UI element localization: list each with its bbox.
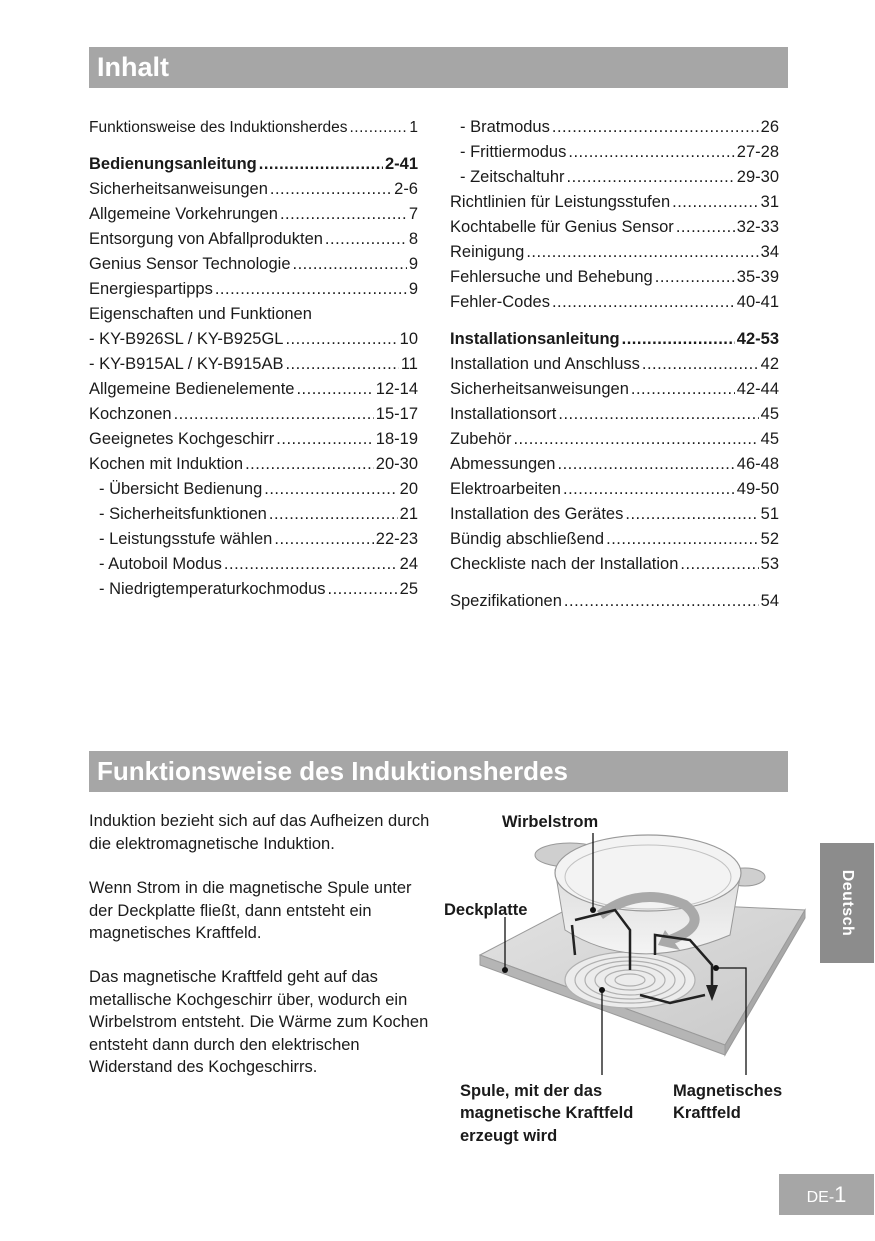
toc-entry-page: 8: [408, 230, 418, 248]
toc-dot-leader: [285, 327, 397, 352]
label-field-line2: Kraftfeld: [673, 1104, 741, 1122]
toc-entry-page: 35-39: [736, 268, 779, 286]
toc-entry-label: Allgemeine Vorkehrungen: [89, 205, 278, 223]
toc-entry-label: Bündig abschließend: [450, 530, 605, 548]
toc-entry-label: Installationsanleitung: [450, 330, 620, 348]
toc-entry: [89, 452, 418, 477]
toc-entry-label: - Niedrigtemperaturkochmodus: [99, 580, 326, 598]
label-eddy-current: Wirbelstrom: [502, 813, 599, 831]
toc-entry-label: Allgemeine Bedienelemente: [89, 380, 295, 398]
toc-entry-label: Funktionsweise des Induktionsherdes: [89, 119, 348, 136]
toc-entry: [450, 589, 779, 614]
toc-entry-page: 2-6: [394, 180, 418, 198]
toc-entry-page: 40-41: [736, 293, 779, 311]
toc-entry-label: - Leistungsstufe wählen: [99, 530, 273, 548]
toc-entry-page: 1: [409, 119, 418, 136]
toc-dot-leader: [285, 352, 398, 377]
toc-entry: [89, 302, 418, 327]
toc-entry-label: Spezifikationen: [450, 592, 562, 610]
toc-entry-label: Bedienungsanleitung: [89, 155, 257, 173]
toc-entry-page: 49-50: [736, 480, 779, 498]
toc-entry-page: 34: [760, 243, 779, 261]
toc-dot-leader: [563, 477, 735, 502]
toc-dot-leader: [680, 552, 758, 577]
page-number-prefix: DE-: [806, 1189, 835, 1206]
toc-dot-leader: [672, 190, 759, 215]
toc-entry-page: 9: [408, 255, 418, 273]
toc-entry: [450, 140, 779, 165]
toc-entry: [89, 477, 418, 502]
toc-entry-page: 27-28: [736, 143, 779, 161]
toc-dot-leader: [280, 202, 407, 227]
toc-entry: [450, 402, 779, 427]
toc-entry-page: 53: [760, 555, 779, 573]
toc-entry-label: Richtlinien für Leistungsstufen: [450, 193, 671, 211]
toc-entry: [450, 502, 779, 527]
toc-entry-label: - Bratmodus: [460, 118, 550, 136]
toc-entry-label: Geeignetes Kochgeschirr: [89, 430, 275, 448]
toc-entry-label: Abmessungen: [450, 455, 556, 473]
toc-entry-page: 11: [400, 355, 418, 373]
toc-dot-leader: [642, 352, 759, 377]
toc-entry: [89, 402, 418, 427]
toc-entry-label: Entsorgung von Abfallprodukten: [89, 230, 323, 248]
label-cover-plate: Deckplatte: [444, 901, 528, 919]
toc-entry-label: - Frittiermodus: [460, 143, 567, 161]
toc-dot-leader: [274, 527, 373, 552]
toc-entry: [89, 327, 418, 352]
label-coil-line2: magnetische Kraftfeld: [460, 1104, 634, 1122]
toc-entry: [450, 115, 779, 140]
toc-entry-page: 20-30: [375, 455, 418, 473]
label-coil-line3: erzeugt wird: [460, 1127, 558, 1145]
toc-entry-label: Reinigung: [450, 243, 525, 261]
toc-entry-page: 54: [760, 592, 779, 610]
toc-entry: [89, 227, 418, 252]
toc-entry: [450, 215, 779, 240]
toc-entry-page: 12-14: [375, 380, 418, 398]
toc-dot-leader: [276, 427, 374, 452]
toc-dot-leader: [513, 427, 758, 452]
toc-dot-leader: [328, 577, 398, 602]
toc-entry-label: - Zeitschaltuhr: [460, 168, 565, 186]
toc-entry-page: 9: [408, 280, 418, 298]
toc-entry-label: - Sicherheitsfunktionen: [99, 505, 267, 523]
toc-entry: [89, 502, 418, 527]
toc-entry: [89, 152, 418, 177]
plate-marker-dot: [502, 967, 508, 973]
toc-entry-label: Sicherheitsanweisungen: [450, 380, 629, 398]
toc-entry-label: - KY-B926SL / KY-B925GL: [89, 330, 284, 348]
toc-entry-label: Fehlersuche und Behebung: [450, 268, 653, 286]
toc-dot-leader: [215, 277, 407, 302]
page-number-value: 1: [834, 1182, 847, 1207]
toc-entry-page: 25: [399, 580, 418, 598]
toc-entry-page: 51: [760, 505, 779, 523]
toc-entry-page: 10: [399, 330, 418, 348]
toc-entry-page: 15-17: [375, 405, 418, 423]
coil-marker-dot: [599, 987, 605, 993]
toc-entry-label: Checkliste nach der Installation: [450, 555, 679, 573]
toc-entry: [89, 252, 418, 277]
toc-entry: [450, 327, 779, 352]
toc-dot-leader: [625, 502, 758, 527]
toc-dot-leader: [224, 552, 398, 577]
toc-entry-page: 24: [399, 555, 418, 573]
toc-dot-leader: [568, 140, 734, 165]
toc-entry: [89, 277, 418, 302]
toc-entry: [89, 202, 418, 227]
toc-entry: [450, 290, 779, 315]
toc-entry: [450, 165, 779, 190]
toc-dot-leader: [270, 177, 392, 202]
toc-entry-label: Kochtabelle für Genius Sensor: [450, 218, 674, 236]
toc-entry: [450, 377, 779, 402]
toc-entry-label: Zubehör: [450, 430, 512, 448]
toc-dot-leader: [631, 377, 735, 402]
function-heading: Funktionsweise des Induktionsherdes: [89, 751, 788, 792]
toc-entry-label: Kochen mit Induktion: [89, 455, 244, 473]
paragraph-induction-intro: Induktion bezieht sich auf das Aufheizen durch die elektromagnetische Induktion.: [89, 812, 430, 853]
toc-dot-leader: [558, 402, 758, 427]
toc-entry-page: 7: [408, 205, 418, 223]
toc-entry-label: Installation und Anschluss: [450, 355, 640, 373]
toc-entry-page: 21: [399, 505, 418, 523]
toc-entry-label: Genius Sensor Technologie: [89, 255, 291, 273]
toc-dot-leader: [174, 402, 374, 427]
toc-entry: [89, 552, 418, 577]
toc-entry-label: Installation des Gerätes: [450, 505, 624, 523]
label-field-line1: Magnetisches: [673, 1082, 783, 1100]
toc-entry-page: 20: [399, 480, 418, 498]
toc-entry-label: Sicherheitsanweisungen: [89, 180, 268, 198]
toc-entry: [89, 527, 418, 552]
paragraph-eddy-current: Das magnetische Kraftfeld geht auf das metallische Kochgeschirr über, wodurch ein Wirbelstrom entsteht. Die Wärme zum Kochen entsteht dann durch den elektrischen Widerstand des Kochgeschirrs.: [89, 968, 429, 1076]
toc-entry: [89, 577, 418, 602]
toc-entry-page: 22-23: [375, 530, 418, 548]
toc-entry-page: 45: [760, 430, 779, 448]
page-number: [779, 1174, 874, 1215]
toc-entry: [89, 115, 418, 140]
toc-entry-label: Eigenschaften und Funktionen: [89, 305, 312, 323]
toc-right-column: [450, 115, 779, 614]
toc-dot-leader: [325, 227, 407, 252]
toc-entry: [450, 352, 779, 377]
toc-entry: [450, 427, 779, 452]
toc-dot-leader: [259, 152, 383, 177]
toc-dot-leader: [526, 240, 758, 265]
toc-entry-page: 2-41: [384, 155, 418, 173]
label-coil-line1: Spule, mit der das: [460, 1082, 603, 1100]
toc-entry-page: 45: [760, 405, 779, 423]
toc-dot-leader: [296, 377, 373, 402]
toc-entry-page: 26: [760, 118, 779, 136]
toc-entry-label: - Übersicht Bedienung: [99, 480, 263, 498]
language-tab-label: Deutsch: [839, 869, 856, 937]
toc-entry-page: 52: [760, 530, 779, 548]
toc-entry: [450, 552, 779, 577]
toc-entry-label: Installationsort: [450, 405, 557, 423]
language-tab: [820, 843, 874, 963]
toc-entry-page: 42-44: [736, 380, 779, 398]
toc-entry-label: Energiespartipps: [89, 280, 213, 298]
toc-entry: [450, 190, 779, 215]
toc-entry: [89, 177, 418, 202]
toc-entry-label: Fehler-Codes: [450, 293, 550, 311]
toc-entry-label: Elektroarbeiten: [450, 480, 561, 498]
toc-entry: [89, 352, 418, 377]
toc-entry: [89, 427, 418, 452]
toc-dot-leader: [552, 115, 759, 140]
toc-dot-leader: [245, 452, 374, 477]
toc-dot-leader: [606, 527, 759, 552]
toc-dot-leader: [558, 452, 735, 477]
toc-entry-label: Kochzonen: [89, 405, 172, 423]
toc-entry: [450, 240, 779, 265]
toc-entry-page: 42-53: [736, 330, 779, 348]
toc-entry: [89, 377, 418, 402]
contents-heading: Inhalt: [89, 47, 788, 88]
toc-left-column: [89, 115, 418, 602]
toc-entry: [450, 265, 779, 290]
paragraph-coil-current: Wenn Strom in die magnetische Spule unter der Deckplatte fließt, dann entsteht ein magnetisches Kraftfeld.: [89, 879, 412, 942]
toc-entry-label: - KY-B915AL / KY-B915AB: [89, 355, 284, 373]
toc-entry: [450, 477, 779, 502]
toc-dot-leader: [564, 589, 759, 614]
toc-dot-leader: [269, 502, 398, 527]
toc-dot-leader: [552, 290, 735, 315]
eddy-marker-dot: [590, 907, 596, 913]
toc-entry: [450, 452, 779, 477]
toc-entry: [450, 527, 779, 552]
toc-dot-leader: [293, 252, 407, 277]
toc-entry-page: 42: [760, 355, 779, 373]
toc-dot-leader: [264, 477, 397, 502]
toc-entry-page: 46-48: [736, 455, 779, 473]
toc-dot-leader: [676, 215, 735, 240]
field-marker-dot: [713, 965, 719, 971]
induction-diagram: [440, 805, 810, 1150]
toc-dot-leader: [349, 115, 407, 140]
toc-entry-page: 31: [760, 193, 779, 211]
toc-dot-leader: [622, 327, 735, 352]
toc-entry-label: - Autoboil Modus: [99, 555, 222, 573]
toc-dot-leader: [655, 265, 735, 290]
toc-entry-page: 18-19: [375, 430, 418, 448]
toc-entry-page: 29-30: [736, 168, 779, 186]
toc-entry-page: 32-33: [736, 218, 779, 236]
toc-dot-leader: [567, 165, 735, 190]
